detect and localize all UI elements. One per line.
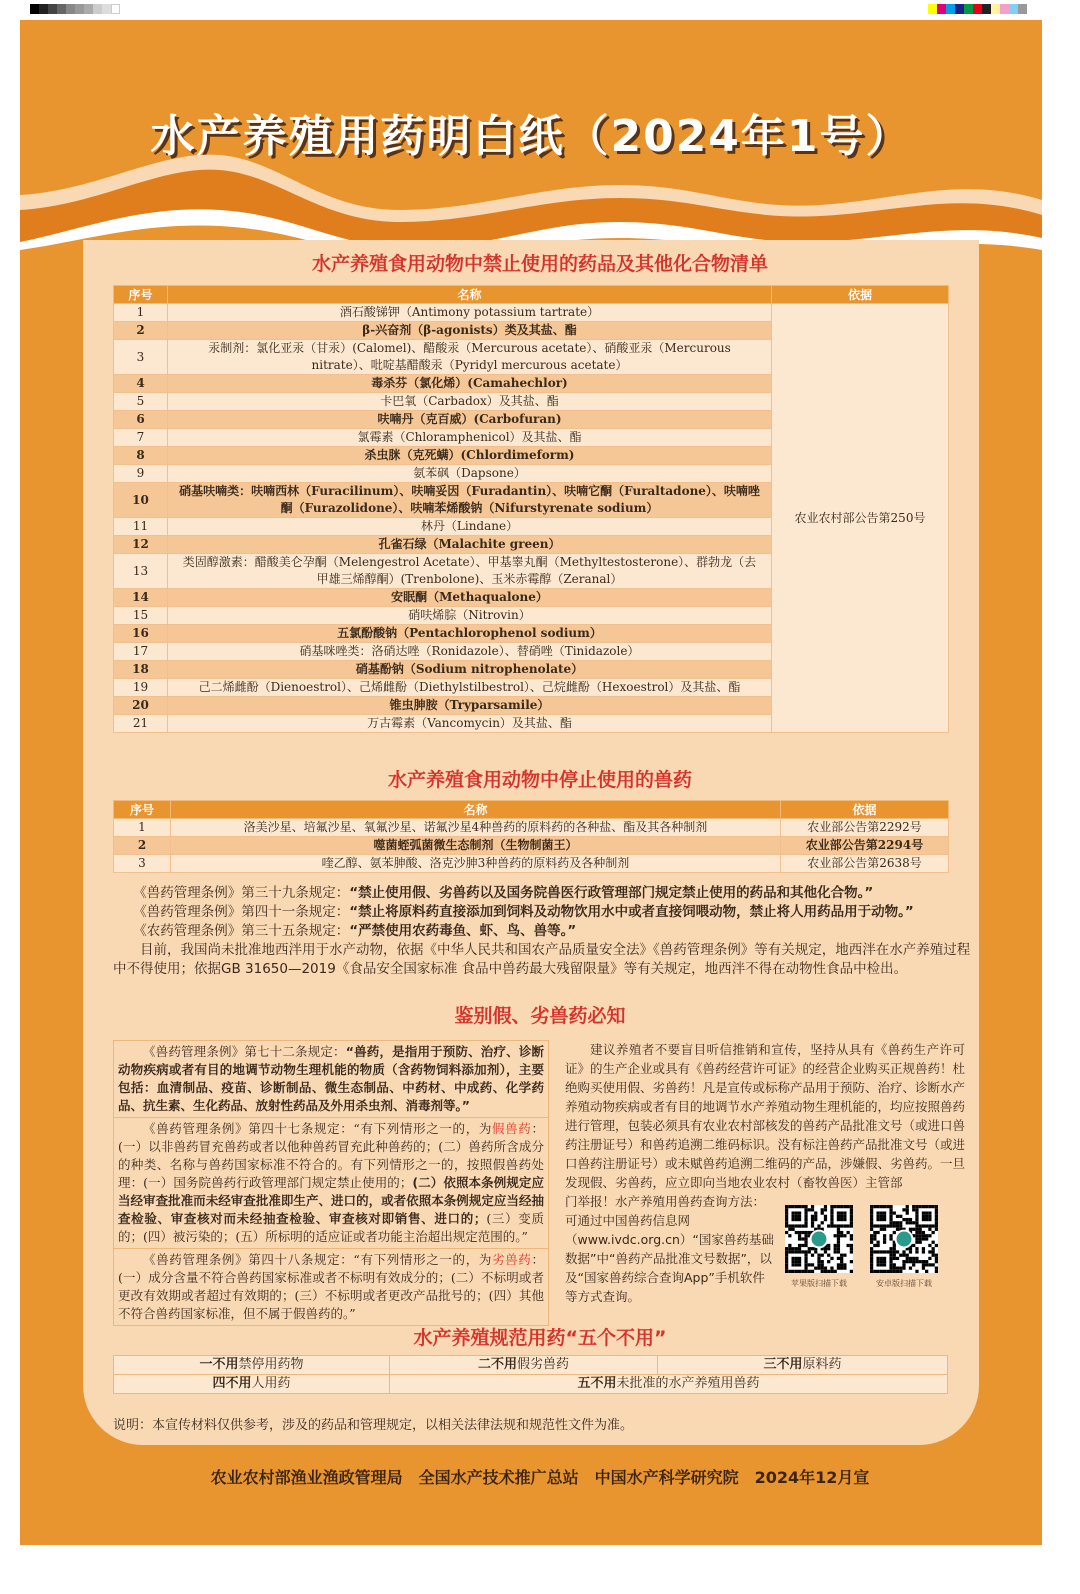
col-header: 名称 <box>168 286 772 304</box>
text: 三不用 <box>763 1357 803 1372</box>
row-number: 1 <box>114 819 171 837</box>
row-number: 2 <box>114 322 168 340</box>
drug-name: 氯霉素（Chloramphenicol）及其盐、酯 <box>168 429 772 447</box>
section-heading-banned: 水产养殖食用动物中禁止使用的药品及其他化合物清单 <box>311 253 768 275</box>
row-number: 14 <box>114 589 168 607</box>
col-header: 序号 <box>114 801 171 819</box>
five-nos-item <box>390 1356 658 1375</box>
regulation-ref: 《农药管理条例》第三十五条规定： <box>133 923 350 939</box>
col-header: 名称 <box>171 801 781 819</box>
query-method-text: 门举报！水产养殖用兽药查询方法：可通过中国兽药信息网（www.ivdc.org.cn）“国家兽药基础数据”中“兽药产品批准文号数据”，以及“国家兽药综合查询App”手机软件等方式查询。 <box>565 1194 774 1304</box>
qr-label-android: 安卓版扫描下载 <box>876 1279 932 1288</box>
basis-cell: 农业部公告第2292号 <box>781 819 949 837</box>
drug-name: 万古霉素（Vancomycin）及其盐、酯 <box>168 715 772 733</box>
section-heading-counterfeit: 鉴别假、劣兽药必知 <box>454 1005 626 1027</box>
drug-name: 安眠酮（Methaqualone） <box>168 589 772 607</box>
text: 原料药 <box>802 1357 842 1372</box>
table-row <box>114 837 949 855</box>
text: 四不用 <box>212 1376 252 1391</box>
row-number: 8 <box>114 447 168 465</box>
drug-name: 洛美沙星、培氟沙星、氧氟沙星、诺氟沙星4种兽药的原料药的各种盐、酯及其各种制剂 <box>171 819 781 837</box>
row-number: 15 <box>114 607 168 625</box>
highlight: 假兽药 <box>492 1121 532 1136</box>
highlight: 劣兽药 <box>492 1252 532 1267</box>
regulation-quote: “禁止将原料药直接添加到饲料及动物饮用水中或者直接饲喂动物，禁止将人用药品用于动物。” <box>349 904 914 920</box>
row-number: 7 <box>114 429 168 447</box>
banned-drugs-table <box>113 285 949 733</box>
row-number: 2 <box>114 837 171 855</box>
col-header: 序号 <box>114 286 168 304</box>
article-72 <box>114 1041 548 1118</box>
qr-code-icon[interactable] <box>870 1205 938 1273</box>
drug-name: 孔雀石绿（Malachite green） <box>168 536 772 554</box>
text: 未批准的水产养殖用兽药 <box>616 1376 760 1391</box>
row-number: 11 <box>114 518 168 536</box>
qr-label-ios: 苹果版扫描下载 <box>791 1279 847 1288</box>
drug-name: 卡巴氧（Carbadox）及其盐、酯 <box>168 393 772 411</box>
row-number: 4 <box>114 375 168 393</box>
regulation-quote: “禁止使用假、劣兽药以及国务院兽医行政管理部门规定禁止使用的药品和其他化合物。” <box>349 885 874 901</box>
regulation-ref: 《兽药管理条例》第三十九条规定： <box>133 885 350 901</box>
drug-name: 汞制剂：氯化亚汞（甘汞）(Calomel)、醋酸汞（Mercurous acetate）、硝酸亚汞（Mercurous nitrate）、吡啶基醋酸汞（Pyridyl mercurous acetate） <box>168 340 772 375</box>
article-48 <box>114 1249 548 1325</box>
text: (三）变质的；(四）被污染的；(五）所标明的适应证或者功能主治超出规定范围的。” <box>118 1211 544 1244</box>
row-number: 1 <box>114 304 168 322</box>
text: 假劣兽药 <box>517 1357 570 1372</box>
basis-cell: 农业部公告第2638号 <box>781 855 949 873</box>
text: 二不用 <box>477 1357 517 1372</box>
row-number: 3 <box>114 855 171 873</box>
text: ：(一）成分含量不符合兽药国家标准或者不标明有效成分的；(二）不标明或者更改有效期或者超过有效期的；(三）不标明或者更改产品批号的；(四）其他不符合兽药国家标准，但不属于假兽药的。” <box>118 1252 544 1321</box>
regulation-1 <box>113 884 973 903</box>
five-nos-item <box>114 1375 390 1394</box>
five-nos-table <box>113 1355 948 1394</box>
grayscale-bar <box>30 4 120 14</box>
row-number: 19 <box>114 679 168 697</box>
table-row <box>114 819 949 837</box>
five-nos-item <box>658 1356 948 1375</box>
text: (二）依照本条例规定应当经审查批准而未经审查批准即生产、进口的，或者依照本条例规定应当经抽查检验、审查核对而未经抽查检验、审查核对即销售、进口的； <box>118 1175 544 1226</box>
text: 一不用 <box>199 1357 239 1372</box>
text: ：(一）以非兽药冒充兽药或者以他种兽药冒充此种兽药的；(二）兽药所含成分的种类、名称与兽药国家标准不符合的。有下列情形之一的，按照假兽药处理：(一）国务院兽药行政管理部门规定禁止使用的； <box>118 1121 544 1190</box>
row-number: 21 <box>114 715 168 733</box>
row-number: 17 <box>114 643 168 661</box>
qr-code-icon[interactable] <box>785 1205 853 1273</box>
text: 五不用 <box>577 1376 617 1391</box>
text: 人用药 <box>251 1376 291 1391</box>
advice-text: 建议养殖者不要盲目听信推销和宣传，坚持从具有《兽药生产许可证》的生产企业或具有《兽药经营许可证》的经营企业购买正规兽药！杜绝购买使用假、劣兽药！凡是宣传或标称产品用于预防、治疗、诊断水产养殖动物疾病或者有目的地调节水产养殖动物生理机能的，均应按照兽药进行管理，包装必须具有农业农村部核发的兽药产品批准文号（或进口兽药注册证号）和兽药追溯二维码标识。没有标注兽药产品批准文号（或进口兽药注册证号）或未赋兽药追溯二维码的产品，涉嫌假、劣兽药。一旦发现假、劣兽药，应立即向当地农业农村（畜牧兽医）主管部 <box>565 1042 966 1190</box>
text: 《兽药管理条例》第四十七条规定：“有下列情形之一的，为 <box>143 1121 492 1136</box>
table-row <box>114 304 949 322</box>
drug-name: 硝呋烯腙（Nitrovin） <box>168 607 772 625</box>
drug-name: 硝基咪唑类：洛硝达唑（Ronidazole）、替硝唑（Tinidazole） <box>168 643 772 661</box>
regulation-box <box>113 1040 549 1326</box>
regulation-quote: “严禁使用农药毒鱼、虾、鸟、兽等。” <box>349 923 577 939</box>
row-number: 12 <box>114 536 168 554</box>
drug-name: 林丹（Lindane） <box>168 518 772 536</box>
drug-name: 呋喃丹（克百威）(Carbofuran) <box>168 411 772 429</box>
disclaimer-note: 说明：本宣传材料仅供参考，涉及的药品和管理规定，以相关法律法规和规范性文件为准。 <box>113 1418 634 1433</box>
text: 禁停用药物 <box>238 1357 304 1372</box>
row-number: 20 <box>114 697 168 715</box>
regulations-block <box>113 884 973 979</box>
five-nos-item <box>390 1375 948 1394</box>
drug-name: 锥虫胂胺（Tryparsamile） <box>168 697 772 715</box>
discontinued-drugs-table <box>113 800 949 873</box>
table-row <box>114 855 949 873</box>
row-number: 3 <box>114 340 168 375</box>
drug-name: 毒杀芬（氯化烯）(Camahechlor) <box>168 375 772 393</box>
article-47 <box>114 1118 548 1249</box>
drug-name: 杀虫脒（克死螨）(Chlordimeform) <box>168 447 772 465</box>
basis-cell: 农业农村部公告第250号 <box>772 304 949 733</box>
issuer-footer: 农业农村部渔业渔政管理局 全国水产技术推广总站 中国水产科学研究院 2024年12月宣 <box>210 1468 870 1487</box>
regulation-2 <box>113 903 973 922</box>
col-header: 依据 <box>772 286 949 304</box>
five-nos-item <box>114 1356 390 1375</box>
drug-name: 五氯酚酸钠（Pentachlorophenol sodium） <box>168 625 772 643</box>
diazepam-note: 目前，我国尚未批准地西泮用于水产动物，依据《中华人民共和国农产品质量安全法》《兽药管理条例》等有关规定，地西泮在水产养殖过程中不得使用；依据GB 31650—2019《食品安全国家标准 食品中兽药最大残留限量》等有关规定，地西泮不得在动物性食品中检出。 <box>113 942 971 977</box>
regulation-ref: 《兽药管理条例》第四十一条规定： <box>133 904 350 920</box>
poster-title: 水产养殖用药明白纸（2024年1号） <box>150 111 912 162</box>
row-number: 5 <box>114 393 168 411</box>
color-bar <box>928 4 1027 14</box>
section-heading-discontinued: 水产养殖食用动物中停止使用的兽药 <box>387 769 692 791</box>
row-number: 18 <box>114 661 168 679</box>
drug-name: 己二烯雌酚（Dienoestrol）、己烯雌酚（Diethylstilbestrol）、己烷雌酚（Hexoestrol）及其盐、酯 <box>168 679 772 697</box>
text: 《兽药管理条例》第七十二条规定： <box>143 1044 346 1059</box>
row-number: 10 <box>114 483 168 518</box>
row-number: 6 <box>114 411 168 429</box>
text: “兽药，是指用于预防、治疗、诊断动物疾病或者有目的地调节动物生理机能的物质（含药物饲料添加剂），主要包括：血清制品、疫苗、诊断制品、微生态制品、中药材、中成药、化学药品、抗生素、生化药品、放射性药品及外用杀虫剂、消毒剂等。” <box>118 1044 544 1113</box>
drug-name: 硝基酚钠（Sodium nitrophenolate） <box>168 661 772 679</box>
section-heading-five-nos: 水产养殖规范用药“五个不用” <box>413 1327 667 1349</box>
drug-name: 喹乙醇、氨苯胂酸、洛克沙胂3种兽药的原料药及各种制剂 <box>171 855 781 873</box>
drug-name: 氨苯砜（Dapsone） <box>168 465 772 483</box>
drug-name: 类固醇激素：醋酸美仑孕酮（Melengestrol Acetate）、甲基睾丸酮（Methyltestosterone）、群勃龙（去甲雄三烯醇酮）(Trenbolone)、玉米赤霉醇（Zeranal） <box>168 554 772 589</box>
regulation-3 <box>113 922 973 941</box>
drug-name: 硝基呋喃类：呋喃西林（Furacilinum）、呋喃妥因（Furadantin）、呋喃它酮（Furaltadone）、呋喃唑酮（Furazolidone）、呋喃苯烯酸钠（Nifurstyrenate sodium） <box>168 483 772 518</box>
basis-cell: 农业部公告第2294号 <box>781 837 949 855</box>
drug-name: 酒石酸锑钾（Antimony potassium tartrate） <box>168 304 772 322</box>
row-number: 13 <box>114 554 168 589</box>
drug-name: 噬菌蛭弧菌微生态制剂（生物制菌王） <box>171 837 781 855</box>
text: 《兽药管理条例》第四十八条规定：“有下列情形之一的，为 <box>143 1252 492 1267</box>
row-number: 16 <box>114 625 168 643</box>
col-header: 依据 <box>781 801 949 819</box>
row-number: 9 <box>114 465 168 483</box>
drug-name: β-兴奋剂（β-agonists）类及其盐、酯 <box>168 322 772 340</box>
